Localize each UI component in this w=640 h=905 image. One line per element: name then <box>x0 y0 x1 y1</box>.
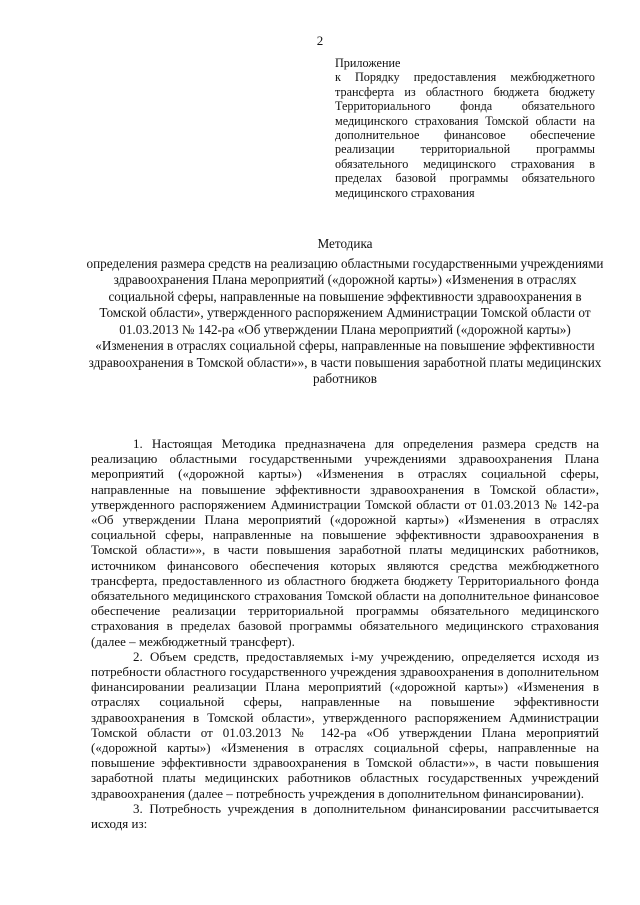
document-title-block <box>85 236 605 388</box>
paragraph-2: 2. Объем средств, предоставляемых i-му учреждению, определяется исходя из потребности областного государственного учреждения здравоохранения в дополнительном финансировании реализации Плана мероприятий («дорожной карты») «Изменения в отраслях социальной сферы, направленные на повышение эффективности здравоохранения в Томской области», утвержденного распоряжением Администрации Томской области от 01.03.2013 № 142-ра «Об утверждении Плана мероприятий («дорожной карты») «Изменения в отраслях социальной сферы, направленные на повышение эффективности здравоохранения в Томской области»», в части повышения заработной платы медицинских работников областных государственных учреждений здравоохранения (далее – потребность учреждения в дополнительном финансировании). <box>91 648 599 801</box>
paragraph-1: 1. Настоящая Методика предназначена для определения размера средств на реализацию областными государственными учреждениями здравоохранения Плана мероприятий («дорожной карты») «Изменения в отраслях социальной сферы, направленные на повышение эффективности здравоохранения в Томской области», утвержденного распоряжением Администрации Томской области от 01.03.2013 № 142-ра «Об утверждении Плана мероприятий («дорожной карты») «Изменения в отраслях социальной сферы, направленные на повышение эффективности здравоохранения в Томской области»», в части повышения заработной платы медицинских работников, источником финансового обеспечения которых являются средства межбюджетного трансферта, предоставленного из областного бюджета бюджету Территориального фонда обязательного медицинского страхования Томской области на дополнительное финансовое обеспечение реализации территориальной программы обязательного медицинского страхования в пределах базовой программы обязательного медицинского страхования (далее – межбюджетный трансферт). <box>91 436 599 649</box>
appendix-text: к Порядку предоставления межбюджетного трансферта из областного бюджета бюджету Территориального фонда обязательного медицинского страхования Томской области на дополнительное финансовое обеспечение реализации территориальной программы обязательного медицинского страхования в пределах базовой программы обязательного медицинского страхования <box>335 70 595 200</box>
paragraph-3: 3. Потребность учреждения в дополнительном финансировании рассчитывается исходя из: <box>91 800 599 832</box>
document-subtitle: определения размера средств на реализацию областными государственными учреждениями здравоохранения Плана мероприятий («дорожной карты») «Изменения в отраслях социальной сферы, направленные на повышение эффективности здравоохранения в Томской области», утвержденного распоряжением Администрации Томской области от 01.03.2013 № 142-ра «Об утверждении Плана мероприятий («дорожной карты») «Изменения в отраслях социальной сферы, направленные на повышение эффективности здравоохранения в Томской области»», в части повышения заработной платы медицинских работников <box>86 255 604 386</box>
page-number: 2 <box>316 33 324 48</box>
appendix-block <box>335 56 595 200</box>
main-text <box>91 436 599 831</box>
document-title: Методика <box>317 236 373 251</box>
appendix-heading: Приложение <box>335 56 401 70</box>
